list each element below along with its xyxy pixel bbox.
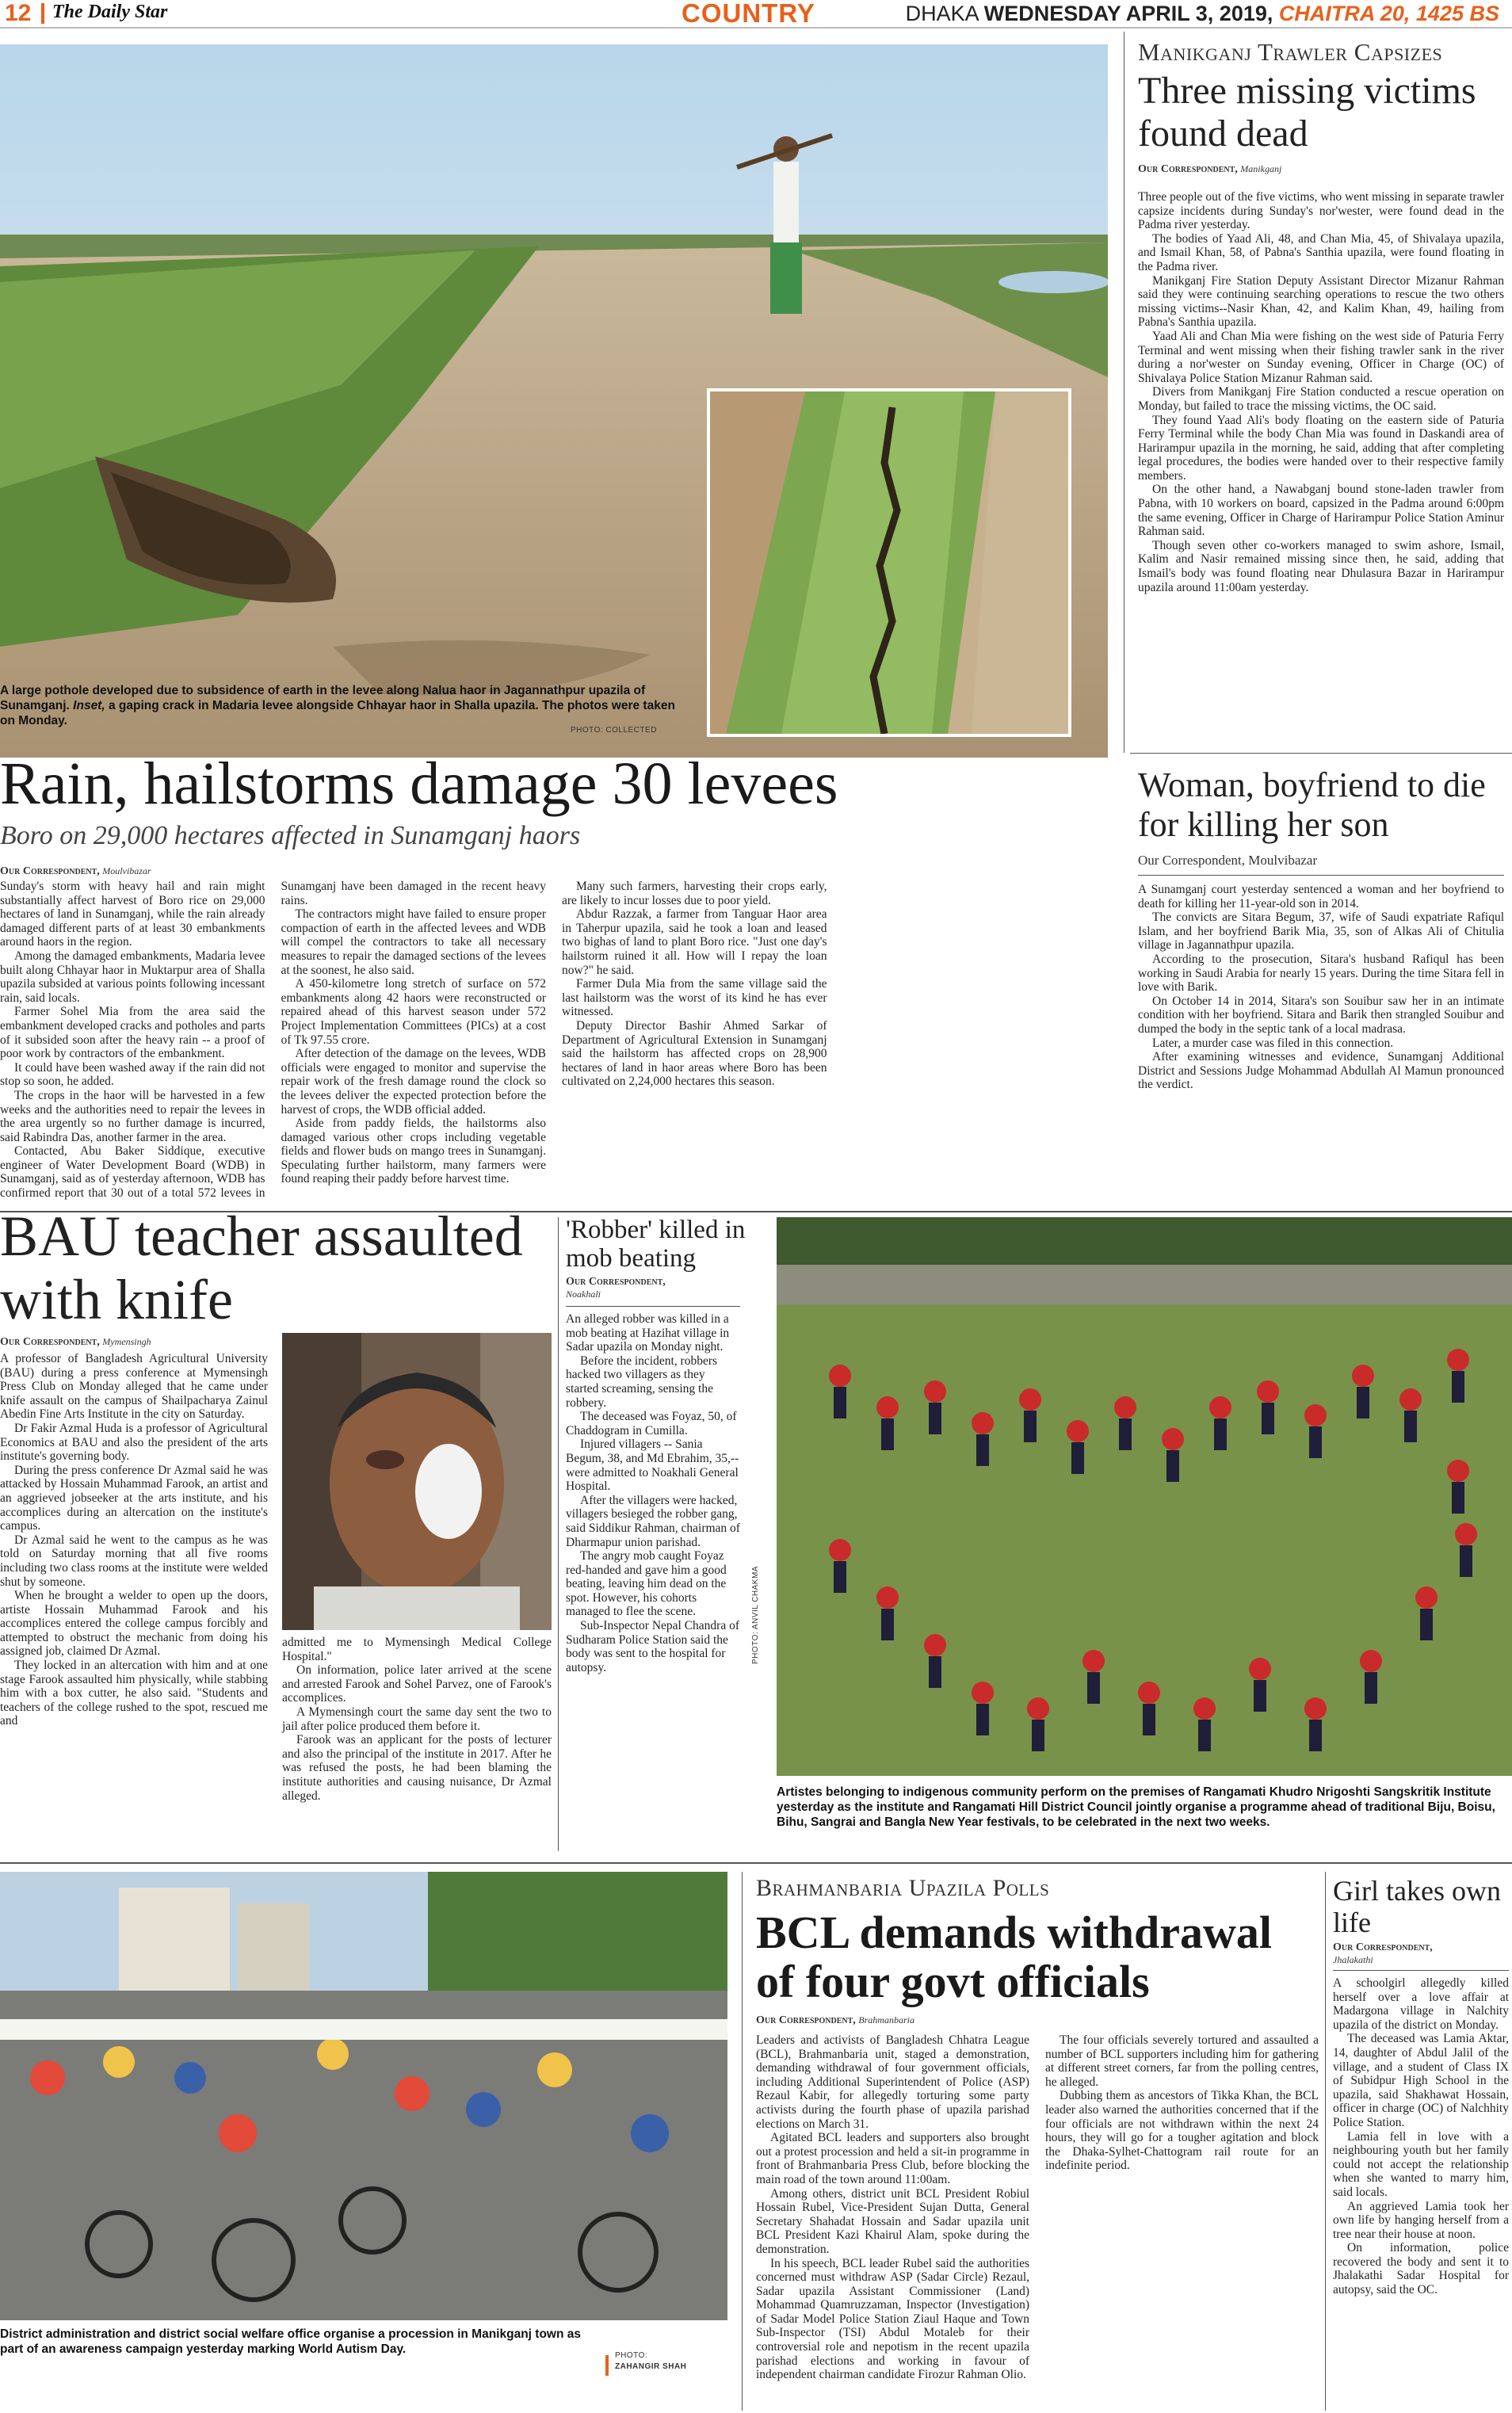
dateline	[906, 2, 1499, 26]
bcl-body	[756, 2033, 1319, 2409]
levee-inset-photo	[707, 388, 1071, 737]
bau-body-col2	[282, 1636, 552, 1803]
robber-byline	[566, 1276, 740, 1301]
byline-rule	[1138, 875, 1504, 876]
bau-body-col1	[0, 1352, 268, 1728]
levee-caption-rest: a gaping crack in Madaria levee alongside Chhayar haor in Shalla upazila. The photos were taken on Monday.	[0, 699, 675, 727]
levee-paragraph: Farmer Sohel Mia from the area said the embankment developed cracks and potholes and parts of it subsided soon after the heavy rain -- a proof of poor work by contractors of the embankment.	[0, 1005, 265, 1061]
woman-body	[1138, 883, 1504, 1092]
bau-paragraph: They locked in an altercation with him and at one stage Farook assaulted him physically, while stabbing him with a box cutter, he also said. "Students and teachers of the college rushed to the spot, rescued me and	[0, 1659, 268, 1728]
girl-byline-text: Our Correspondent,	[1333, 1941, 1433, 1953]
girl-paragraph: An aggrieved Lamia took her own life by hanging herself from a tree near their house at noon.	[1333, 2199, 1509, 2241]
trawler-paragraph: Though seven other co-workers managed to swim ashore, Ismail, Kalim and Nasir remained missing since then, he said, adding that Ismail's body was found floating near Dhulasura Bazar in Harirampur upazila around 11:00am yesterday.	[1138, 538, 1504, 594]
trawler-body	[1138, 190, 1504, 594]
levee-caption	[0, 683, 682, 728]
trawler-kicker: Manikganj Trawler Capsizes	[1138, 38, 1443, 66]
dance-photo-image	[777, 1217, 1512, 1776]
levee-caption-main: A large pothole developed due to subsidence of earth in the levee along Nalua haor in Jagannathpur upazila of Sunamganj.	[0, 684, 646, 712]
woman-headline: Woman, boyfriend to die for killing her son	[1138, 766, 1486, 844]
bcl-paragraph: The four officials severely tortured and assaulted a number of BCL supporters including him for gathering at different street corners, far from the polling centres, he alleged.	[1045, 2033, 1319, 2089]
column-rule	[1325, 1872, 1326, 2411]
bau-byline-text: Our Correspondent,	[0, 1336, 100, 1348]
section-divider	[0, 1862, 1512, 1864]
trawler-paragraph: Yaad Ali and Chan Mia were fishing on the west side of Paturia Ferry Terminal and went missing when their fishing trawler sank in the river during a nor'wester on Sunday evening, Officer in Charge (OC) of Shivalaya Police Station Mizanur Rahman said.	[1138, 329, 1504, 385]
bau-paragraph: On information, police later arrived at the scene and arrested Farook and Sohel Parvez, one of Farook's accomplices.	[282, 1663, 552, 1705]
bau-byline	[0, 1336, 151, 1349]
levee-byline-place: Moulvibazar	[102, 865, 151, 876]
bcl-paragraph: Among others, district unit BCL President Robiul Hossain Rubel, Vice-President Sujan Dutta, General Secretary Shahadat Hossain and Sadar upazila unit BCL President Kazi Khairul Alam, spoke during the demonstration.	[756, 2186, 1029, 2256]
levee-paragraph: Farmer Dula Mia from the same village said the last hailstorm was the worst of its kind he has ever witnessed.	[562, 977, 827, 1019]
dateline-bangla: CHAITRA 20, 1425 BS	[1278, 2, 1499, 25]
bau-paragraph: admitted me to Mymensingh Medical College Hospital."	[282, 1636, 552, 1663]
dance-photo	[777, 1217, 1512, 1776]
levee-headline: Rain, hailstorms damage 30 levees	[0, 750, 838, 817]
girl-paragraph: Lamia fell in love with a neighbouring youth but her family could not accept the relationship when she wanted to marry him, said locals.	[1333, 2129, 1509, 2199]
woman-byline: Our Correspondent, Moulvibazar	[1138, 853, 1318, 868]
levee-paragraph: After detection of the damage on the levees, WDB officials were engaged to monitor and supervise the repair work of the fresh damage round the clock so the levees deliver the expected protection before the harvest of crops, the WDB official added.	[281, 1047, 546, 1117]
woman-paragraph: After examining witnesses and evidence, Sunamganj Additional District and Sessions Judge Mohammad Abdullah Al Mamun pronounced the verdict.	[1138, 1050, 1504, 1092]
woman-paragraph: According to the prosecution, Sitara's husband Rafiqul has been working in Saudi Arabia for nearly 15 years. During the time Sitara fell in love with Barik.	[1138, 952, 1504, 995]
autism-photo-credit	[615, 2350, 686, 2373]
dateline-date: WEDNESDAY APRIL 3, 2019,	[983, 2, 1273, 25]
levee-paragraph: It could have been washed away if the rain did not stop so soon, he added.	[0, 1060, 265, 1089]
robber-paragraph: Sub-Inspector Nepal Chandra of Sudharam Police Station said the body was sent to the hospital for autopsy.	[566, 1619, 740, 1674]
bau-teacher-photo	[282, 1333, 552, 1630]
trawler-byline-place: Manikganj	[1240, 163, 1282, 174]
bcl-headline: BCL demands withdrawal of four govt officials	[756, 1907, 1273, 2007]
page-header	[0, 0, 1512, 29]
woman-paragraph: The convicts are Sitara Begum, 37, wife of Saudi expatriate Rafiqul Islam, and her boyfriend Barik Mia, 35, son of Alkas Ali of Chitulia village in Jagannathpur upazila.	[1138, 911, 1504, 953]
levee-paragraph: A 450-kilometre long stretch of surface on 572 embankments along 42 haors were reconstructed or repaired ahead of this harvest season under 572 Project Implementation Committees (PICs) at a cost of Tk 97.55 crore.	[281, 977, 546, 1047]
dance-caption: Artistes belonging to indigenous community perform on the premises of Rangamati Khudro Nrigoshti Sangskritik Institute yesterday as the institute and Rangamati Hill District Council jointly organise a programme ahead of traditional Biju, Boisu, Bihu, Sangrai and Bangla New Year festivals, to be celebrated in the next two weeks.	[777, 1785, 1495, 1829]
bcl-paragraph: Agitated BCL leaders and supporters also brought out a protest procession and held a sit-in programme in front of Brahmanbaria Press Club, before blocking the main road of the town around 11:00am.	[756, 2131, 1029, 2186]
bau-paragraph: When he brought a welder to open up the doors, artiste Hossain Muhammad Farook and his accomplices entered the college campus forcibly and attempted to obstruct the mechanic from doing his assigned job, claimed Dr Azmal.	[0, 1589, 268, 1659]
girl-byline	[1333, 1941, 1509, 1967]
levee-byline	[0, 865, 151, 878]
autism-caption: District administration and district social welfare office organise a procession in Manikganj town as part of an awareness campaign yesterday marking World Autism Day.	[0, 2327, 581, 2356]
trawler-paragraph: The bodies of Yaad Ali, 48, and Chan Mia, 45, of Shivalaya upazila, and Ismail Khan, 58, of Pabna's Santhia upazila, were found floating in the Padma river.	[1138, 231, 1504, 273]
levee-paragraph: Sunday's storm with heavy hail and rain might substantially affect harvest of Boro rice on 29,000 hectares of land in Sunamganj, while the rain already damaged different parts of at least 30 embankments around haors in the region.	[0, 880, 265, 949]
robber-headline: 'Robber' killed in mob beating	[566, 1216, 746, 1273]
autism-procession-image	[0, 1872, 727, 2320]
levee-paragraph: The contractors might have failed to ensure proper compaction of earth in the affected levees and WDB will compel the contractors to take all necessary measures to repair the damaged sections of the levees at the soonest, he also said.	[281, 907, 546, 977]
robber-byline-place: Noakhali	[566, 1289, 601, 1300]
levee-paragraph: Contacted, Abu Baker Siddique, executive engineer of Water Development Board (WDB) in Sunamganj, said as of yesterday afternoon, WDB has confirmed report that 30 out of a total 572 levees in Sunamganj have been damaged in the recent heavy rains.	[0, 880, 546, 1201]
girl-paragraph: On information, police recovered the body and sent it to Jhalakathi Sadar Hospital for autopsy, said the OC.	[1333, 2241, 1509, 2297]
levee-subhead: Boro on 29,000 hectares affected in Sunamganj haors	[0, 821, 581, 850]
trawler-headline: Three missing victims found dead	[1138, 70, 1476, 155]
bau-paragraph: A Mymensingh court the same day sent the two to jail after police produced them before it.	[282, 1705, 552, 1733]
bau-paragraph: A professor of Bangladesh Agricultural University (BAU) during a press conference at Mymensingh Press Club on Monday alleged that he came under knife assault on the campus of Shailpacharya Zainul Abedin Fine Arts Institute in the city on Saturday.	[0, 1352, 268, 1422]
column-rule	[558, 1217, 559, 1851]
levee-caption-inset-label: Inset,	[73, 699, 105, 712]
levee-byline-text: Our Correspondent,	[0, 865, 100, 877]
robber-paragraph: After the villagers were hacked, villagers besieged the robber gang, said Siddikur Rahman, chairman of Dharmapur union parishad.	[566, 1493, 740, 1549]
levee-body	[0, 880, 1108, 1212]
girl-paragraph: The deceased was Lamia Aktar, 14, daughter of Abdul Jalil of the village, and a student of Class IX of Subidpur High School in the upazila, said Shakhawat Hossain, officer in charge (OC) of Nalchhity Police Station.	[1333, 2032, 1509, 2129]
girl-byline-place: Jhalakathi	[1333, 1954, 1373, 1965]
byline-rule	[1333, 1970, 1509, 1971]
levee-paragraph: Aside from paddy fields, the hailstorms also damaged various other crops including vegetable fields and flower buds on mango trees in Sunamganj. Speculating further hailstorm, many farmers were found reaping their paddy before harvest time.	[281, 1117, 546, 1186]
bau-paragraph: Farook was an applicant for the posts of lecturer and also the principal of the institute in 2017. After he was refused the posts, he had been blaming the institute authorities and causing nuisance, Dr Azmal alleged.	[282, 1733, 552, 1803]
bcl-kicker: Brahmanbaria Upazila Polls	[756, 1875, 1050, 1901]
bcl-byline	[756, 2014, 914, 2027]
bau-headline: BAU teacher assaulted with knife	[0, 1205, 523, 1331]
girl-headline: Girl takes own life	[1333, 1875, 1501, 1938]
page-number: 12	[5, 0, 32, 26]
byline-rule	[566, 1306, 740, 1307]
bcl-paragraph: In his speech, BCL leader Rubel said the authorities concerned must withdraw ASP (Sadar Circle) Rezaul, Sadar upazila Assistant Commissioner (Land) Mohammad Quamruzzaman, Inspector (Investigation) of Sadar Model Police Station Ziaul Haque and Town Sub-Inspector (TSI) Abdul Motaleb for their controversial role and nepotism in the recent upazila parishad elections and working in favour of independent chairman candidate Firozur Rahman Olio.	[756, 2256, 1029, 2382]
bau-paragraph: Dr Fakir Azmal Huda is a professor of Agricultural Economics at BAU and also the president of the arts institute's governing body.	[0, 1421, 268, 1464]
dateline-city: DHAKA	[905, 2, 979, 25]
robber-paragraph: The deceased was Foyaz, 50, of Chaddogram in Cumilla.	[566, 1410, 737, 1437]
trawler-paragraph: Divers from Manikganj Fire Station conducted a rescue operation on Monday, but failed to trace the missing victims, the OC said.	[1138, 385, 1504, 413]
bau-teacher-image	[282, 1333, 552, 1630]
trawler-byline-text: Our Correspondent,	[1138, 163, 1238, 175]
levee-paragraph: Abdur Razzak, a farmer from Tanguar Haor area in Taherpur upazila, said he took a loan and leased two bighas of land to plant Boro rice. "Just one day's hailstorm ruined it all. How will I repay the loan now?" he said.	[562, 907, 827, 977]
autism-credit-label: PHOTO:	[615, 2351, 648, 2360]
levee-inset-image	[710, 391, 1068, 734]
autism-procession-photo	[0, 1872, 727, 2320]
woman-paragraph: Later, a murder case was filed in this connection.	[1152, 1036, 1394, 1050]
masthead: The Daily Star	[52, 2, 168, 22]
autism-credit-name: ZAHANGIR SHAH	[615, 2362, 687, 2371]
trawler-paragraph: Manikganj Fire Station Deputy Assistant Director Mizanur Rahman said they were continuing searching operations to rescue the two others missing victims--Nasir Khan, 42, and Kalim Khan, 49, hailing from Pabna's Santhia upazila.	[1138, 273, 1504, 330]
section-name: COUNTRY	[682, 0, 815, 28]
robber-byline-text: Our Correspondent,	[566, 1276, 666, 1288]
dance-photo-credit: PHOTO: ANVIL CHAKMA	[751, 1566, 760, 1664]
bcl-paragraph: Dubbing them as ancestors of Tikka Khan, the BCL leader also warned the authorities concerned that if the four officials are not withdrawn within the next 24 hours, they will go for a tougher agitation and block the Dhaka-Sylhet-Chattogram rail route for an indefinite period.	[1045, 2089, 1319, 2173]
trawler-paragraph: On the other hand, a Nawabganj bound stone-laden trawler from Pabna, with 10 workers on board, capsized in the Padma around 6:00pm the same evening, Officer in Charge of Harirampur Police Station Aminur Rahman said.	[1138, 483, 1504, 539]
woman-paragraph: On October 14 in 2014, Sitara's son Souibur saw her in an intimate condition with her boyfriend. Sitara and Barik then strangled Souibur and dumped the body in the septic tank of a local madrasa.	[1138, 994, 1504, 1036]
bau-paragraph: During the press conference Dr Azmal said he was attacked by Hossain Muhammad Farook, an artist and an aggrieved jobseeker at the arts institute, and his accomplices during an altercation on the institute's campus.	[0, 1463, 268, 1533]
robber-paragraph: Injured villagers -- Sania Begum, 38, and Md Ebrahim, 35,--were admitted to Noakhali General Hospital.	[566, 1437, 739, 1494]
story-divider	[1130, 753, 1512, 754]
trawler-paragraph: They found Yaad Ali's body floating on the eastern side of Paturia Ferry Terminal while the body Chan Mia was found in Daskandi area of Harirampur upazila in the morning, he said, adding that after completing legal procedures, the bodies were handed over to their respective family members.	[1138, 413, 1504, 483]
girl-body	[1333, 1976, 1509, 2297]
girl-paragraph: A schoolgirl allegedly killed herself over a love affair at Madargona village in Nalchity upazila of the district on Monday.	[1333, 1976, 1509, 2032]
bcl-byline-text: Our Correspondent,	[756, 2014, 856, 2026]
levee-paragraph: The crops in the haor will be harvested in a few weeks and the authorities need to repair the levees in the area urgently so no further damage is incurred, said Rabindra Das, another farmer in the area.	[0, 1088, 265, 1144]
trawler-byline	[1138, 163, 1281, 176]
robber-paragraph: Before the incident, robbers hacked two villagers as they started screaming, sensing the robbery.	[566, 1353, 718, 1410]
robber-paragraph: An alleged robber was killed in a mob beating at Hazihat village in Sadar upazila on Monday night.	[566, 1312, 730, 1354]
levee-paragraph: Among the damaged embankments, Madaria levee built along Chhayar haor in Muktarpur area of Shalla upazila subsided at various points following incessant rain, said locals.	[0, 949, 265, 1005]
bcl-byline-place: Brahmanbaria	[858, 2014, 914, 2025]
bcl-paragraph: Leaders and activists of Bangladesh Chhatra League (BCL), Brahmanbaria unit, staged a demonstration, demanding withdrawal of four government officials, including Additional Superintendent of Police (ASP) Rezaul Kabir, for allegedly torturing some party activists during the fourth phase of upazila parishad elections on March 31.	[756, 2033, 1029, 2131]
levee-paragraph: Many such farmers, harvesting their crops early, are likely to incur losses due to poor yield.	[562, 880, 827, 907]
trawler-paragraph: Three people out of the five victims, who went missing in separate trawler capsize incidents during Sunday's nor'wester, were found dead in the Padma river yesterday.	[1138, 190, 1504, 232]
robber-paragraph: The angry mob caught Foyaz red-handed and gave him a good beating, leaving him dead on the spot. However, his cohorts managed to flee the scene.	[566, 1549, 727, 1619]
bau-byline-place: Mymensingh	[102, 1336, 151, 1347]
levee-paragraph: Deputy Director Bashir Ahmed Sarkar of Department of Agricultural Extension in Sunamganj said the hailstorm has affected crops on 28,900 hectares of land in haor areas where Boro has been cultivated on 2,24,000 hectares this season.	[562, 1018, 827, 1089]
header-separator	[41, 3, 44, 24]
levee-photo-credit: PHOTO: COLLECTED	[571, 726, 657, 735]
bau-paragraph: Dr Azmal said he went to the campus as he was told on Saturday morning that all five rooms including two class rooms at the institute were welded shut by someone.	[0, 1533, 268, 1589]
column-rule	[742, 1872, 743, 2411]
robber-body	[566, 1312, 740, 1674]
woman-paragraph: A Sunamganj court yesterday sentenced a woman and her boyfriend to death for killing her 11-year-old son in 2014.	[1138, 883, 1504, 911]
credit-marker	[605, 2355, 609, 2376]
